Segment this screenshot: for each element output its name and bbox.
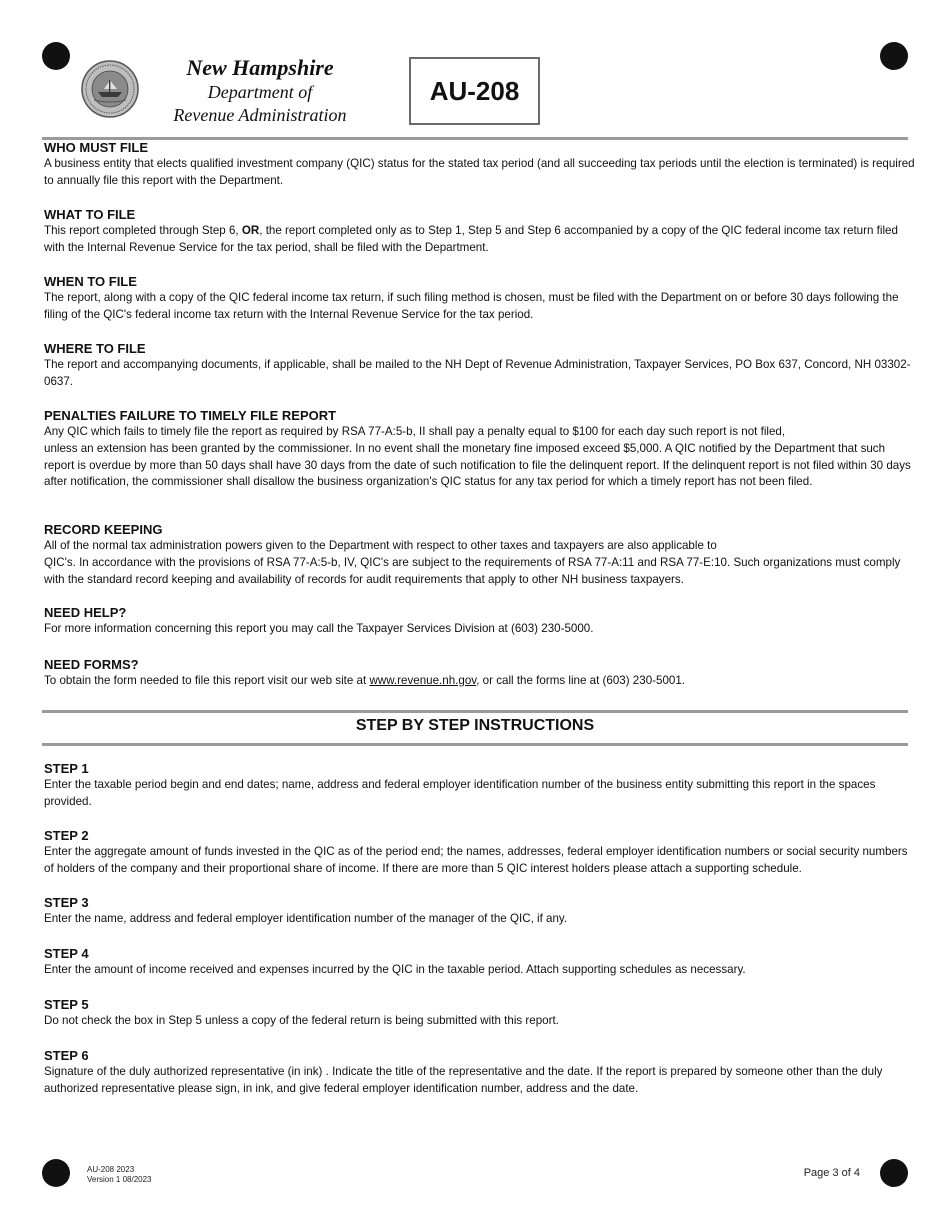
step-body: Enter the taxable period begin and end dates; name, address and federal employer identification number of the business entity submitting this report in the spaces provided. [44, 778, 876, 808]
form-number: AU-208 [429, 75, 520, 106]
penalties-section [44, 408, 918, 491]
registration-mark-top-right [880, 42, 908, 70]
registration-mark-bottom-right [880, 1159, 908, 1187]
record-keeping-section [44, 522, 918, 588]
form-version-info [87, 1165, 152, 1185]
registration-mark-bottom-left [42, 1159, 70, 1187]
section-heading: NEED HELP? [44, 605, 127, 620]
when-to-file-section [44, 274, 918, 324]
step-heading: STEP 6 [44, 1048, 89, 1063]
emphasis-or: OR [241, 224, 260, 237]
section-body: unless an extension has been granted by the commissioner. In no event shall the monetary fine imposed exceed $5,000. A QIC notified by the Department that such report is overdue by more than 50 days shall have 30 days from the date of such notification to file the delinquent report. If the delinquent report is not filed within 30 days after notification, the commissioner shall disallow the business organization's QIC status for any tax period for which a timely report has not been filed. [44, 441, 911, 489]
steps-banner-title: STEP BY STEP INSTRUCTIONS [355, 717, 595, 734]
step-body: Enter the amount of income received and expenses incurred by the QIC in the taxable period. Attach supporting schedules as necessary. [44, 963, 746, 976]
step-heading: STEP 5 [44, 997, 89, 1012]
section-body: This report completed through Step 6, OR, the report completed only as to Step 1, Step 5 and Step 6 accompanied by a copy of the QIC federal income tax return filed with the Internal Revenue Service for the tax period, shall be filed with the Department. [44, 224, 898, 254]
step-heading: STEP 3 [44, 895, 89, 910]
section-body: For more information concerning this report you may call the Taxpayer Services Division at (603) 230-5000. [44, 622, 594, 635]
agency-name-block [150, 54, 370, 127]
section-heading: WHAT TO FILE [44, 207, 136, 222]
registration-mark-top-left [42, 42, 70, 70]
step-body: Enter the name, address and federal employer identification number of the manager of the QIC, if any. [44, 912, 568, 925]
revenue-website-link[interactable]: www.revenue.nh.gov [369, 674, 477, 687]
step-body: Enter the aggregate amount of funds invested in the QIC as of the period end; the names, addresses, federal employer identification numbers or social security numbers of holders of the company and their proportional share of income. If there are more than 5 QIC interest holders please attach a supporting schedule. [44, 845, 908, 875]
state-name: New Hampshire [186, 55, 334, 80]
step-2-section [44, 828, 918, 878]
step-5-section [44, 997, 918, 1030]
step-heading: STEP 4 [44, 946, 89, 961]
who-must-file-section [44, 140, 918, 190]
form-number-box [409, 57, 540, 125]
step-1-section [44, 761, 918, 811]
what-to-file-section [44, 207, 918, 257]
section-body: The report, along with a copy of the QIC federal income tax return, if such filing method is chosen, must be filed with the Department on or before 30 days following the filing of the QIC's federal income tax return with the Internal Revenue Service for the tax period. [44, 291, 899, 321]
step-heading: STEP 1 [44, 761, 89, 776]
department-line-1: Department of [207, 82, 313, 102]
page-number: Page 3 of 4 [803, 1167, 860, 1179]
steps-banner-top-rule [42, 710, 908, 713]
section-body: To obtain the form needed to file this report visit our web site at www.revenue.nh.gov, or call the forms line at (603) 230-5001. [44, 674, 686, 687]
step-4-section [44, 946, 918, 979]
form-year: AU-208 2023 [87, 1165, 135, 1174]
department-line-2: Revenue Administration [173, 105, 347, 125]
need-forms-section [44, 657, 918, 690]
step-body: Signature of the duly authorized representative (in ink) . Indicate the title of the representative and the date. If the report is prepared by someone other than the duly authorized representative please sign, in ink, and give federal employer identification number, address and the date. [44, 1065, 883, 1095]
section-heading: WHO MUST FILE [44, 140, 148, 155]
step-3-section [44, 895, 918, 928]
step-6-section [44, 1048, 918, 1098]
state-seal-icon [81, 60, 139, 118]
steps-banner-bottom-rule [42, 743, 908, 746]
form-version: Version 1 08/2023 [87, 1175, 152, 1184]
section-body-line-1: Any QIC which fails to timely file the report as required by RSA 77-A:5-b, II shall pay a penalty equal to $100 for each day such report is not filed, [44, 425, 786, 438]
section-heading: WHERE TO FILE [44, 341, 146, 356]
section-heading: WHEN TO FILE [44, 274, 137, 289]
need-help-section [44, 605, 918, 638]
where-to-file-section [44, 341, 918, 391]
section-body: The report and accompanying documents, if applicable, shall be mailed to the NH Dept of Revenue Administration, Taxpayer Services, PO Box 637, Concord, NH 03302-0637. [44, 358, 911, 388]
step-body: Do not check the box in Step 5 unless a copy of the federal return is being submitted with this report. [44, 1014, 559, 1027]
section-heading: NEED FORMS? [44, 657, 139, 672]
section-heading: RECORD KEEPING [44, 522, 163, 537]
section-body: A business entity that elects qualified investment company (QIC) status for the stated tax period (and all succeeding tax periods until the election is terminated) is required to annually file this report with the Department. [44, 157, 915, 187]
step-heading: STEP 2 [44, 828, 89, 843]
section-heading: PENALTIES FAILURE TO TIMELY FILE REPORT [44, 408, 337, 423]
section-body-line-1: All of the normal tax administration powers given to the Department with respect to other taxes and taxpayers are also applicable to [44, 539, 717, 552]
section-body: QIC's. In accordance with the provisions of RSA 77-A:5-b, IV, QIC's are subject to the requirements of RSA 77-A:11 and RSA 77-E:10. Such organizations must comply with the standard record keeping and availability of records for audit requirements that apply to other NH business taxpayers. [44, 555, 901, 586]
